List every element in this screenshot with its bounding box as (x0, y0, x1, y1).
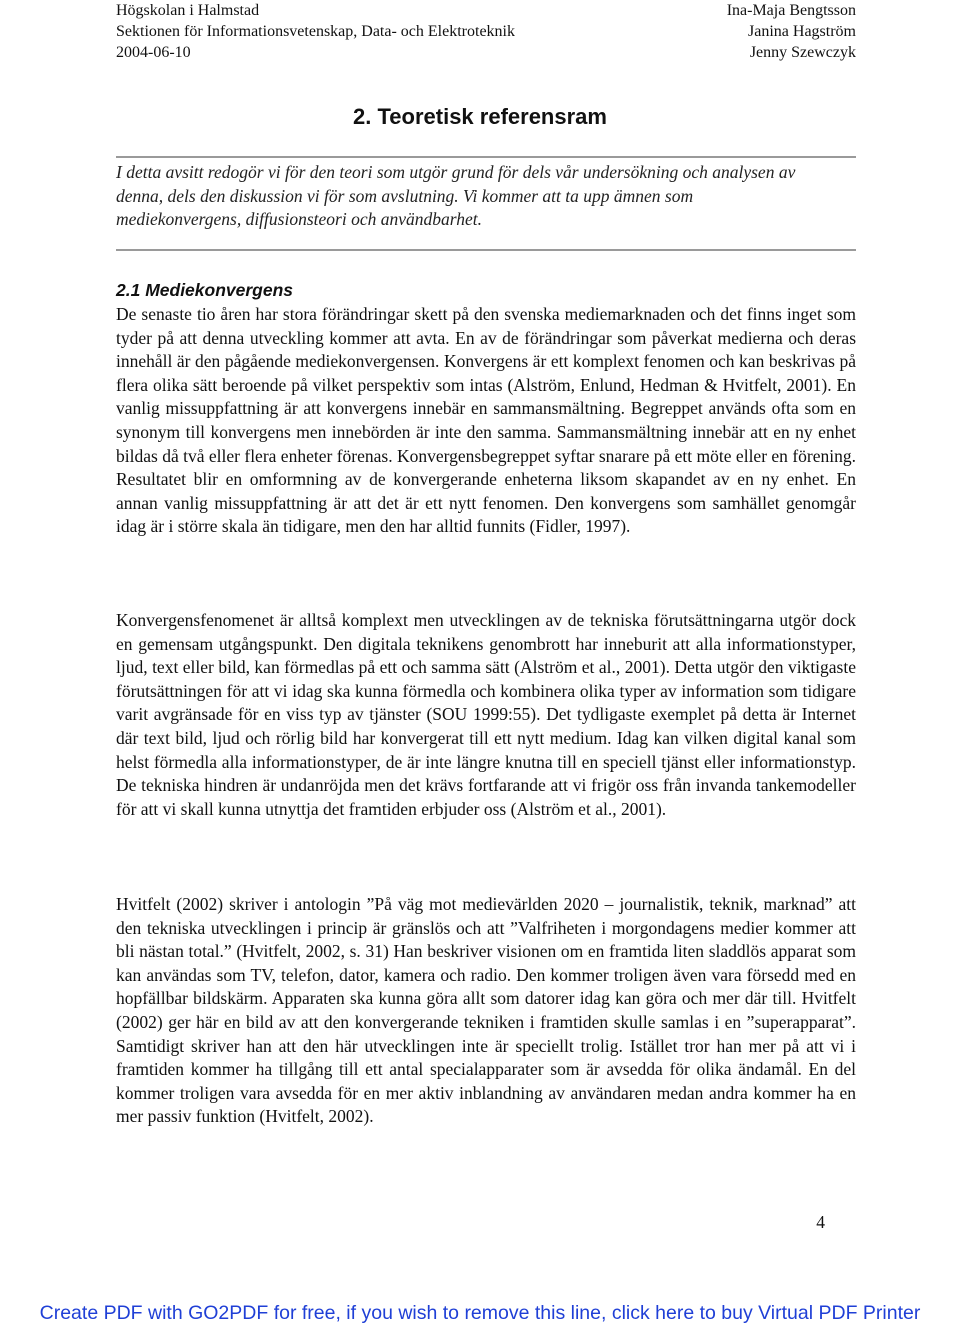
header-date: 2004-06-10 (116, 44, 191, 61)
header-author-1: Ina-Maja Bengtsson (726, 2, 856, 19)
header-department: Sektionen för Informationsvetenskap, Data- och Elektroteknik (116, 23, 515, 40)
intro-bottom-divider (116, 249, 856, 251)
subsection-title: 2.1 Mediekonvergens (116, 280, 294, 300)
header-right (727, 0, 856, 63)
body-paragraph-2: Konvergensfenomenet är alltså komplext men utvecklingen av de tekniska förutsättningarna utgör dock en gemensam utgångspunkt. Den digitala teknikens genombrott har inneburit att alla informationstyper, ljud, text eller bild, kan förmedlas på ett och samma sätt (Alström et al., 2001). Detta utgör den viktigaste förutsättningen för att vi idag ska kunna förmedla och kombinera olika typer av information som tidigare varit avgränsade för en viss typ av tjänster (SOU 1999:55). Det tydligaste exemplet på detta är Internet där text bild, ljud och rörlig bild har konvergerat till ett nytt medium. Idag kan vilken digital kanal som helst förmedla alla informationstyper, de är inte längre knutna till en speciell tjänst eller informationstyp. De tekniska hindren är undanröjda men det krävs fortfarande att vi frigör oss från invanda tankemodeller för att vi skall kunna utnyttja det framtiden erbjuder oss (Alström et al., 2001). (116, 610, 856, 819)
intro-text: I detta avsitt redogör vi för den teori som utgör grund för dels vår undersökning och analysen av denna, dels den diskussion vi för som avslutning. Vi kommer att ta upp ämnen som mediekonvergens, diffusionsteori och användbarhet. (116, 162, 796, 229)
pdf-footer-link[interactable]: Create PDF with GO2PDF for free, if you wish to remove this line, click here to buy Virtual PDF Printer (39, 1302, 921, 1324)
page-number: 4 (816, 1212, 825, 1232)
header-left (116, 0, 515, 63)
body-paragraph-3: Hvitfelt (2002) skriver i antologin ”På väg mot medievärlden 2020 – journalistik, teknik, marknad” att den tekniska utvecklingen i princip är gränslös och att ”Valfriheten i morgondagens medier kommer att bli nästan total.” (Hvitfelt, 2002, s. 31) Han beskriver visionen om en framtida liten sladdlös apparat som kan användas som TV, telefon, dator, kamera och radio. Den kommer troligen även vara försedd med en hopfällbar bildskärm. Apparaten ska kunna göra allt som datorer idag kan göra och mer där till. Hvitfelt (2002) ger här en bild av att den konvergerande tekniken i framtiden skulle samlas i en ”superapparat”. Samtidigt skriver han att den här utvecklingen inte är speciellt trolig. Istället tror han mer på att vi i framtiden kommer ha tillgång till ett antal specialapparater som är avsedda för olika ändamål. En del kommer troligen vara avsedda för en mer aktiv inblandning av användaren medan andra kommer ha en mer passiv funktion (Hvitfelt, 2002). (116, 894, 856, 1127)
header-institution: Högskolan i Halmstad (116, 2, 260, 19)
header-author-3: Jenny Szewczyk (749, 44, 856, 61)
header-author-2: Janina Hagström (748, 23, 856, 40)
intro-top-divider (116, 156, 856, 158)
body-paragraph-1: De senaste tio åren har stora förändringar skett på den svenska mediemarknaden och det finns inget som tyder på att denna utveckling kommer att avta. En av de förändringar som påverkat medierna och deras innehåll är den pågående mediekonvergensen. Konvergens är ett komplext fenomen och kan beskrivas på flera olika sätt beroende på vilket perspektiv som intas (Alström, Enlund, Hedman & Hvitfelt, 2001). En vanlig missuppfattning är att konvergens innebär en sammansmältning. Begreppet används ofta som en synonym till konvergens men innebörden är inte den samma. Sammansmältning innebär att en ny enhet bildas då två eller flera enheter förenas. Konvergensbegreppet syftar snarare på ett möte eller en förening. Resultatet blir en omformning av de konvergerande enheterna liksom skapandet av en ny enhet. En annan vanlig missuppfattning är att det är ett nytt fenomen. Den konvergens som samhället genomgår idag är i större skala än tidigare, men den har alltid funnits (Fidler, 1997). (116, 304, 856, 537)
section-title: 2. Teoretisk referensram (353, 104, 607, 129)
